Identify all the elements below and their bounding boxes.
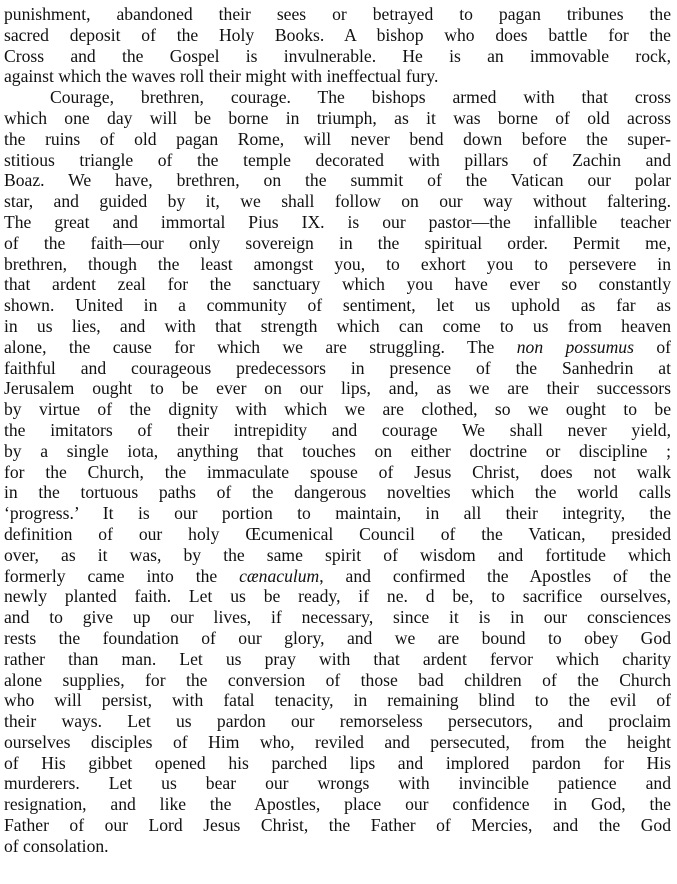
text-line: of the faith—our only sovereign in the spiritual order. Permit me, — [4, 232, 671, 253]
text-line: the imitators of their intrepidity and courage We shall never yield, — [4, 419, 671, 440]
text-line: in the tortuous paths of the dangerous novelties which the world calls — [4, 482, 671, 503]
text-line: Jerusalem ought to be ever on our lips, and, as we are their successors — [4, 378, 671, 399]
text-line: of consolation. — [4, 835, 109, 856]
text-line: faithful and courageous predecessors in presence of the Sanhedrin at — [4, 357, 671, 378]
text-line: the ruins of old pagan Rome, will never bend down before the super- — [4, 128, 671, 149]
text-line: Father of our Lord Jesus Christ, the Father of Mercies, and the God — [4, 815, 671, 836]
text-line: The great and immortal Pius IX. is our pastor—the infallible teacher — [4, 211, 671, 232]
text-line: which one day will be borne in triumph, as it was borne of old across — [4, 107, 671, 128]
text-line-with-italic: alone, the cause for which we are struggling. The non possumus of — [4, 336, 671, 357]
text-line: who will persist, with fatal tenacity, in remaining blind to the evil of — [4, 690, 671, 711]
text-line: ‘progress.’ It is our portion to maintain, in all their integrity, the — [4, 503, 671, 524]
text-line: shown. United in a community of sentiment, let us uphold as far as — [4, 295, 671, 316]
text-line: rather than man. Let us pray with that ardent fervor which charity — [4, 648, 671, 669]
text-line: rests the foundation of our glory, and we are bound to obey God — [4, 627, 671, 648]
text-line: newly planted faith. Let us be ready, if ne. d be, to sacrifice ourselves, — [4, 586, 671, 607]
text-line: by virtue of the dignity with which we are clothed, so we ought to be — [4, 399, 671, 420]
text-line: definition of our holy Œcumenical Council of the Vatican, presided — [4, 523, 671, 544]
text-line: punishment, abandoned their sees or betrayed to pagan tribunes the — [4, 4, 671, 24]
text-line: against which the waves roll their might with ineffectual fury. — [4, 66, 439, 87]
text-line: brethren, though the least amongst you, to exhort you to persevere in — [4, 253, 671, 274]
text-line: Boaz. We have, brethren, on the summit of the Vatican our polar — [4, 170, 671, 191]
text-line: stitious triangle of the temple decorated with pillars of Zachin and — [4, 149, 671, 170]
text-line: murderers. Let us bear our wrongs with invincible patience and — [4, 773, 671, 794]
text-line: their ways. Let us pardon our remorseless persecutors, and proclaim — [4, 711, 671, 732]
text-line: for the Church, the immaculate spouse of Jesus Christ, does not walk — [4, 461, 671, 482]
text-line: of His gibbet opened his parched lips and implored pardon for His — [4, 752, 671, 773]
text-line: by a single iota, anything that touches on either doctrine or discipline ; — [4, 440, 671, 461]
text-line: in us lies, and with that strength which can come to us from heaven — [4, 315, 671, 336]
text-line: Cross and the Gospel is invulnerable. He is an immovable rock, — [4, 45, 671, 66]
text-line: sacred deposit of the Holy Books. A bishop who does battle for the — [4, 24, 671, 45]
text-line: star, and guided by it, we shall follow on our way without faltering. — [4, 191, 671, 212]
text-line: and to give up our lives, if necessary, since it is in our consciences — [4, 607, 671, 628]
text-line-with-italic: formerly came into the cænaculum, and confirmed the Apostles of the — [4, 565, 671, 586]
text-line: resignation, and like the Apostles, place our confidence in God, the — [4, 794, 671, 815]
text-line: ourselves disciples of Him who, reviled and persecuted, from the height — [4, 731, 671, 752]
paragraph-start-line: Courage, brethren, courage. The bishops armed with that cross — [50, 87, 671, 108]
text-line: that ardent zeal for the sanctuary which you have ever so constantly — [4, 274, 671, 295]
text-line: over, as it was, by the same spirit of wisdom and fortitude which — [4, 544, 671, 565]
text-line: alone supplies, for the conversion of those bad children of the Church — [4, 669, 671, 690]
